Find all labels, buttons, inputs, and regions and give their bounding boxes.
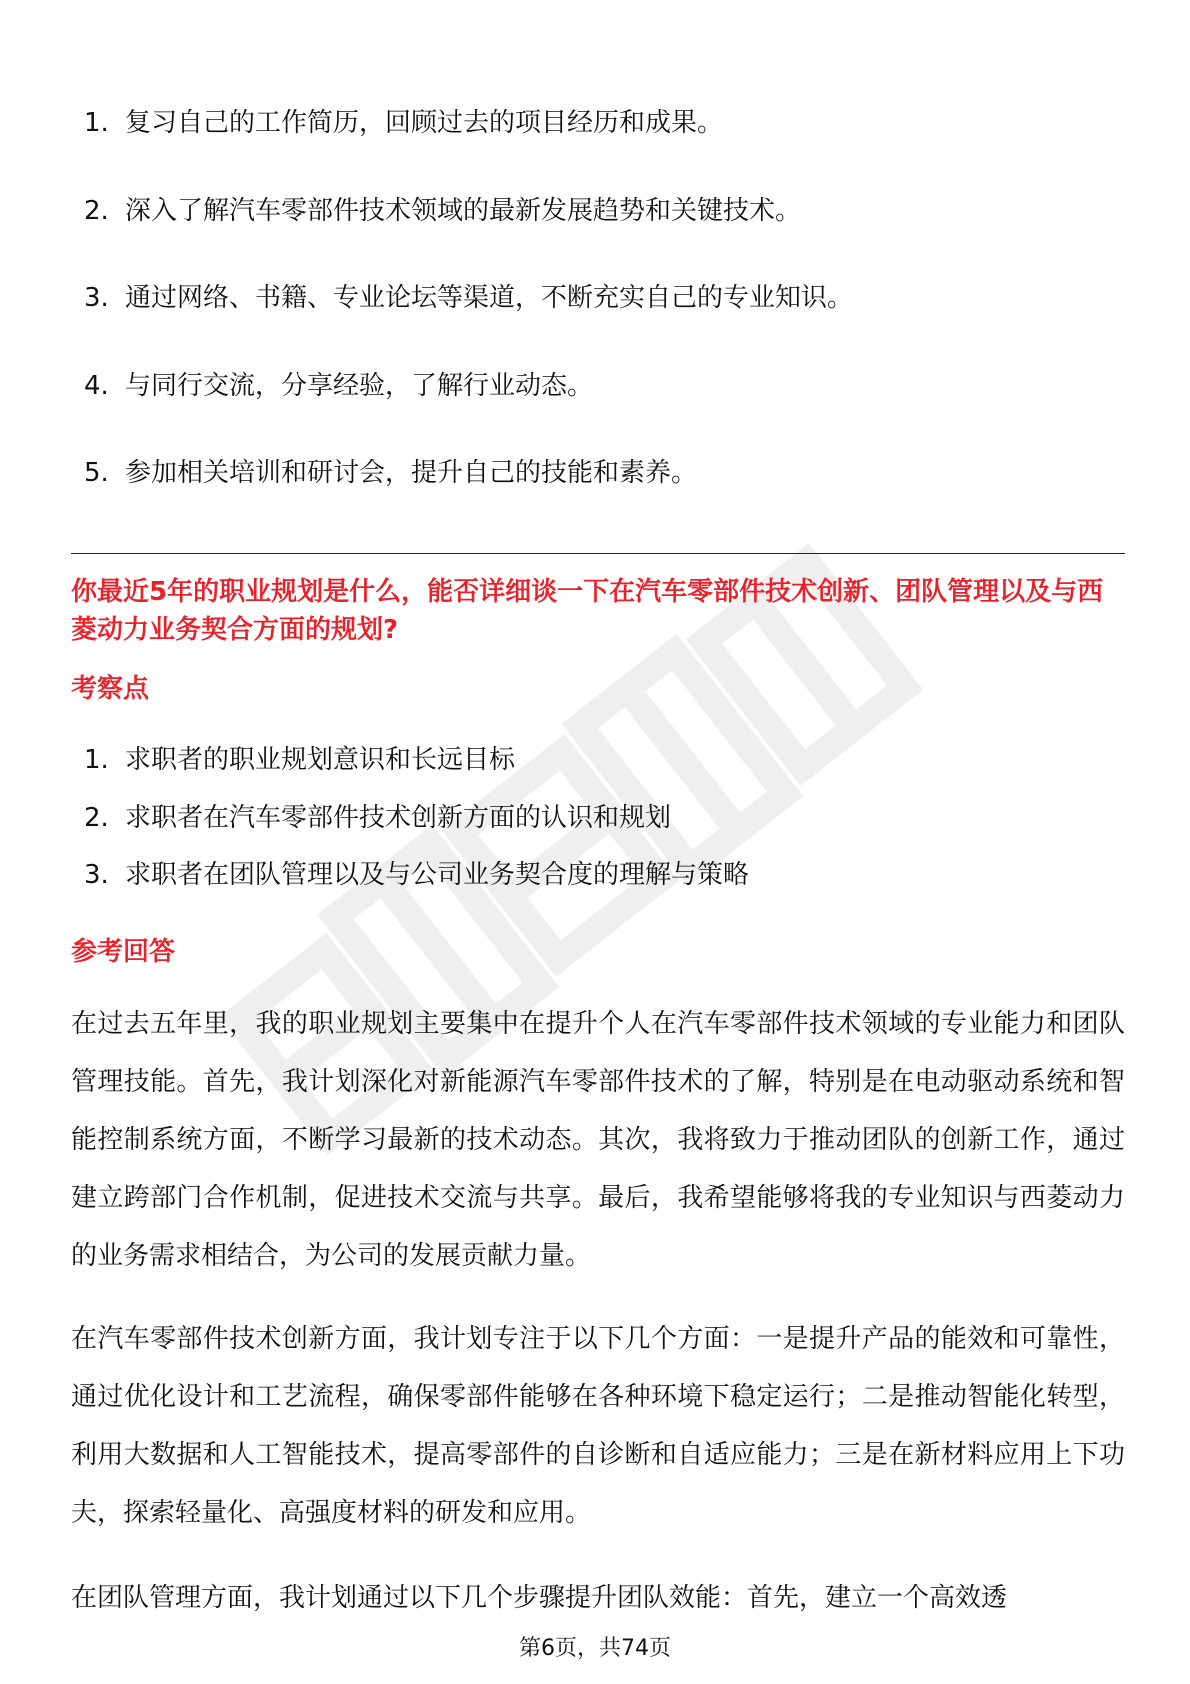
list-item <box>84 105 1114 193</box>
list-text: 求职者的职业规划意识和长远目标 <box>125 745 516 775</box>
list-number: 3. <box>84 283 109 313</box>
list-item <box>84 857 1114 915</box>
page-number-footer: 第6页，共74页 <box>519 1636 671 1661</box>
list-text: 通过网络、书籍、专业论坛等渠道，不断充实自己的专业知识。 <box>125 283 854 313</box>
list-text: 求职者在汽车零部件技术创新方面的认识和规划 <box>125 802 672 833</box>
list-item <box>84 455 1114 543</box>
section-divider <box>71 553 1125 554</box>
list-item <box>84 280 1114 368</box>
list-item <box>84 800 1114 858</box>
list-text: 求职者在团队管理以及与公司业务契合度的理解与策略 <box>125 860 750 890</box>
list-item <box>84 368 1114 456</box>
list-number: 4. <box>84 370 109 401</box>
list-text: 参加相关培训和研讨会，提升自己的技能和素养。 <box>125 458 698 488</box>
assessment-heading: 考察点 <box>71 674 150 704</box>
list-item <box>84 742 1114 800</box>
answer-heading: 参考回答 <box>71 937 176 967</box>
answer-paragraph: 在汽车零部件技术创新方面，我计划专注于以下几个方面：一是提升产品的能效和可靠性，通过优化设计和工艺流程，确保零部件能够在各种环境下稳定运行；二是推动智能化转型，利用大数据和人工智能技术，提高零部件的自诊断和自适应能力；三是在新材料应用上下功夫，探索轻量化、高强度材料的研发和应用。 <box>71 1324 1125 1528</box>
list-number: 3. <box>84 860 109 890</box>
list-item <box>84 193 1114 281</box>
list-text: 深入了解汽车零部件技术领域的最新发展趋势和关键技术。 <box>125 195 802 226</box>
answer-paragraph: 在过去五年里，我的职业规划主要集中在提升个人在汽车零部件技术领域的专业能力和团队管理技能。首先，我计划深化对新能源汽车零部件技术的了解，特别是在电动驱动系统和智能控制系统方面，不断学习最新的技术动态。其次，我将致力于推动团队的创新工作，通过建立跨部门合作机制，促进技术交流与共享。最后，我希望能够将我的专业知识与西菱动力的业务需求相结合，为公司的发展贡献力量。 <box>71 1009 1125 1271</box>
list-number: 2. <box>84 195 109 226</box>
list-number: 5. <box>84 458 109 488</box>
list-number: 2. <box>84 802 109 833</box>
list-number: 1. <box>84 745 109 775</box>
assessment-list <box>84 742 1114 915</box>
question-heading: 你最近5年的职业规划是什么，能否详细谈一下在汽车零部件技术创新、团队管理以及与西菱动力业务契合方面的规划? <box>71 577 1104 645</box>
list-text: 复习自己的工作简历，回顾过去的项目经历和成果。 <box>125 108 724 138</box>
list-number: 1. <box>84 108 109 138</box>
list-text: 与同行交流，分享经验，了解行业动态。 <box>125 370 594 401</box>
answer-paragraph: 在团队管理方面，我计划通过以下几个步骤提升团队效能：首先，建立一个高效透 <box>71 1583 1008 1613</box>
preparation-list <box>84 105 1114 543</box>
